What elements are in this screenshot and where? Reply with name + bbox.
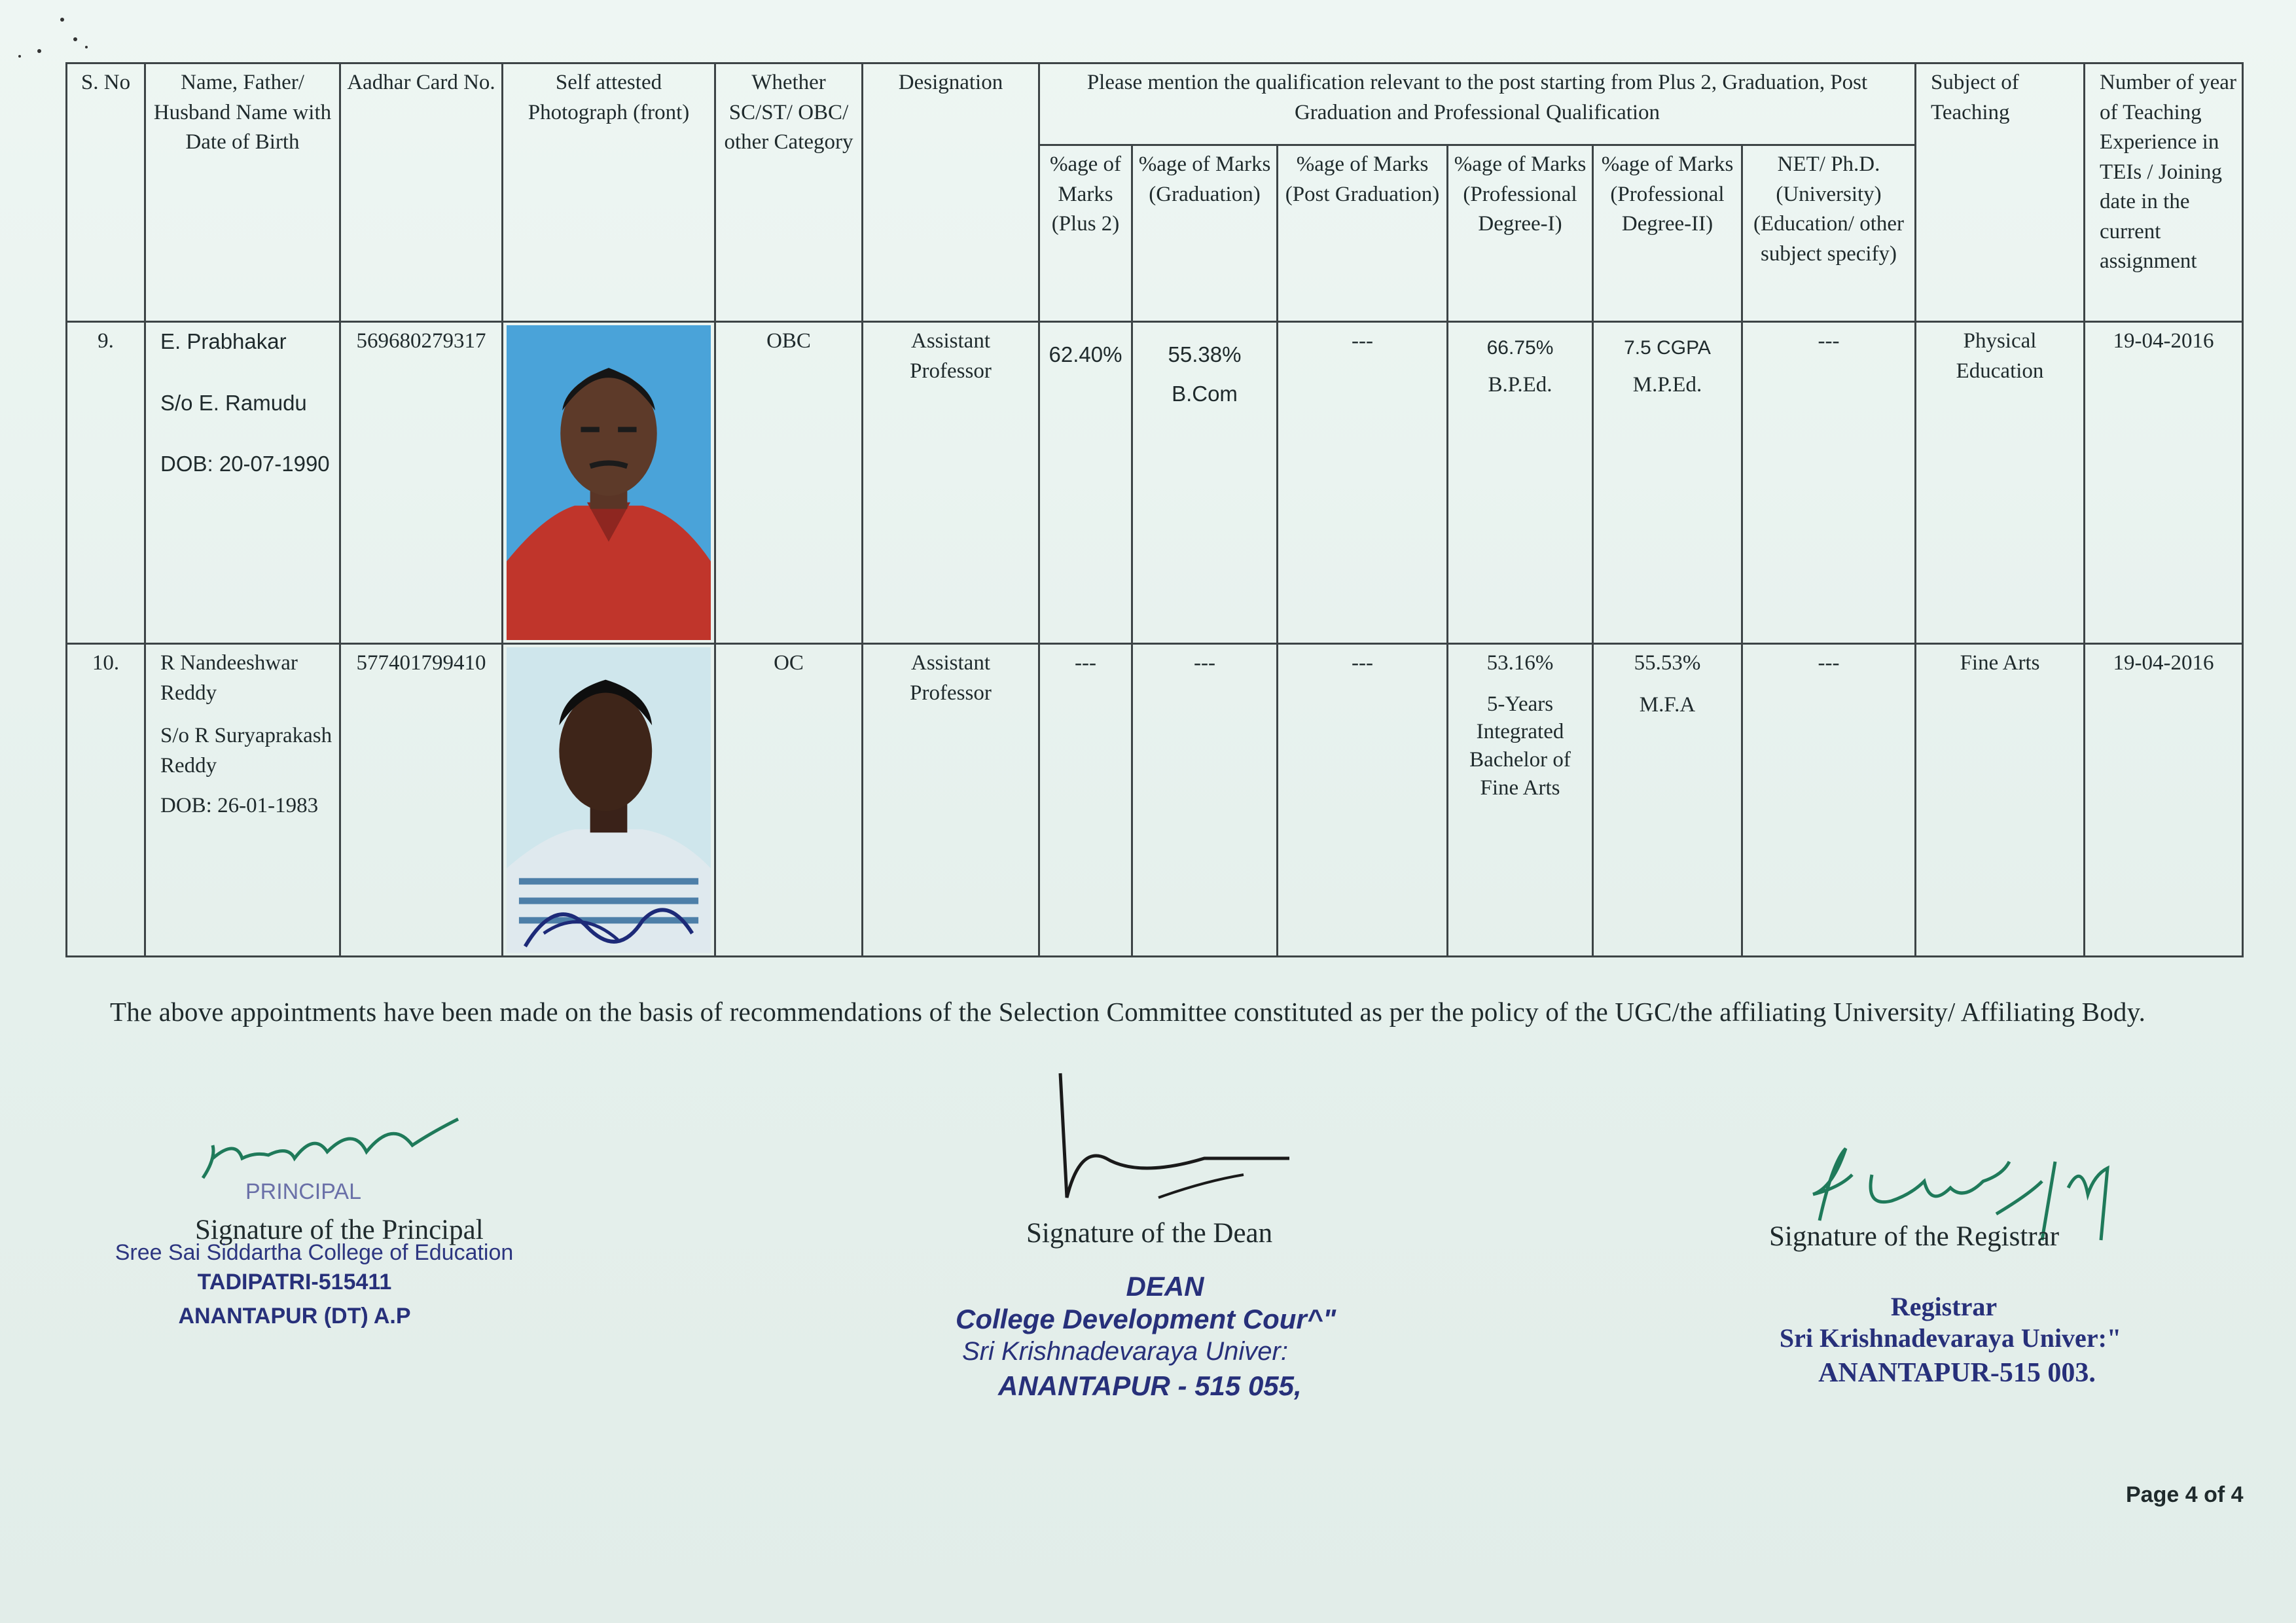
header-sno: S. No — [67, 63, 145, 322]
cell-graduation: --- — [1132, 644, 1278, 957]
principal-signature-label: Signature of the Principal — [195, 1215, 484, 1245]
cell-name — [145, 322, 340, 644]
header-designation: Designation — [863, 63, 1039, 322]
cell-designation: Assistant Professor — [863, 644, 1039, 957]
cell-name — [145, 644, 340, 957]
header-photo: Self attested Photograph (front) — [503, 63, 715, 322]
prof1-marks: 53.16% — [1486, 651, 1554, 675]
registrar-stamp-title: Registrar — [1890, 1292, 1998, 1321]
header-row — [67, 63, 2243, 145]
registrar-stamp-university: Sri Krishnadevaraya Univer:" — [1779, 1323, 2122, 1353]
date-of-birth: DOB: 20-07-1990 — [160, 452, 330, 476]
dean-stamp-university: Sri Krishnadevaraya Univer: — [962, 1337, 1288, 1366]
prof2-marks: 7.5 CGPA — [1624, 337, 1711, 359]
dean-signature-label: Signature of the Dean — [1026, 1218, 1273, 1249]
header-qualification: Please mention the qualification relevant to the post starting from Plus 2, Graduation, Post Graduation and Professional Qualification — [1039, 63, 1916, 145]
photo-prabhakar — [507, 325, 711, 640]
cell-graduation — [1132, 322, 1278, 644]
cell-designation: Assistant Professor — [863, 322, 1039, 644]
cell-aadhar: 577401799410 — [340, 644, 503, 957]
cell-photo — [503, 322, 715, 644]
prof1-degree: B.P.Ed. — [1488, 373, 1552, 397]
appointment-note: The above appointments have been made on the basis of recommendations of the Selection Committee constituted as per the policy of the UGC/the affiliating University/ Affiliating Body. — [110, 997, 2146, 1027]
cell-subject: Fine Arts — [1916, 644, 2085, 957]
cell-prof2 — [1593, 322, 1742, 644]
dean-stamp-unit: College Development Cour^" — [956, 1304, 1336, 1334]
header-graduation: %age of Marks (Graduation) — [1132, 145, 1278, 322]
cell-prof1 — [1448, 322, 1593, 644]
header-experience: Number of year of Teaching Experience in TEIs / Joining date in the current assignment — [2085, 63, 2243, 322]
prof1-degree: 5-Years Integrated Bachelor of Fine Arts — [1469, 692, 1571, 800]
principal-stamp-title: PRINCIPAL — [245, 1179, 361, 1204]
cell-subject: Physical Education — [1916, 322, 2085, 644]
table-row — [67, 644, 2243, 957]
appointment-table — [65, 62, 2244, 957]
header-name: Name, Father/ Husband Name with Date of Birth — [145, 63, 340, 322]
cell-plus2: 62.40% — [1039, 322, 1132, 644]
person-name: E. Prabhakar — [160, 329, 287, 353]
cell-prof1 — [1448, 644, 1593, 957]
graduation-marks: 55.38% — [1168, 342, 1242, 366]
header-prof1: %age of Marks (Professional Degree-I) — [1448, 145, 1593, 322]
page-number: Page 4 of 4 — [2126, 1482, 2244, 1507]
cell-net: --- — [1742, 322, 1916, 644]
header-prof2: %age of Marks (Professional Degree-II) — [1593, 145, 1742, 322]
header-subject: Subject of Teaching — [1916, 63, 2085, 322]
cell-aadhar: 569680279317 — [340, 322, 503, 644]
cell-post-graduation: --- — [1278, 322, 1448, 644]
cell-prof2 — [1593, 644, 1742, 957]
prof1-marks: 66.75% — [1486, 337, 1554, 359]
date-of-birth: DOB: 26-01-1983 — [160, 794, 319, 818]
father-name: S/o E. Ramudu — [160, 390, 307, 415]
table-row — [67, 322, 2243, 644]
prof2-marks: 55.53% — [1634, 651, 1701, 675]
person-name: R Nandeeshwar Reddy — [160, 651, 298, 705]
header-net: NET/ Ph.D. (University) (Education/ other subject specify) — [1742, 145, 1916, 322]
cell-sno: 10. — [67, 644, 145, 957]
header-category: Whether SC/ST/ OBC/ other Category — [715, 63, 863, 322]
dean-stamp-city: ANANTAPUR - 515 055, — [998, 1370, 1302, 1401]
cell-net: --- — [1742, 644, 1916, 957]
header-plus2: %age of Marks (Plus 2) — [1039, 145, 1132, 322]
registrar-stamp-city: ANANTAPUR-515 003. — [1818, 1358, 2096, 1388]
prof2-degree: M.F.A — [1639, 692, 1696, 717]
principal-stamp-district: ANANTAPUR (DT) A.P — [178, 1304, 411, 1329]
header-aadhar: Aadhar Card No. — [340, 63, 503, 322]
header-post-graduation: %age of Marks (Post Graduation) — [1278, 145, 1448, 322]
principal-stamp-town: TADIPATRI-515411 — [197, 1270, 392, 1294]
cell-photo — [503, 644, 715, 957]
dean-stamp-title: DEAN — [1126, 1271, 1204, 1302]
cell-experience: 19-04-2016 — [2085, 644, 2243, 957]
principal-stamp-college: Sree Sai Siddartha College of Education — [115, 1240, 514, 1265]
cell-sno: 9. — [67, 322, 145, 644]
cell-experience: 19-04-2016 — [2085, 322, 2243, 644]
photo-nandeeshwar — [507, 647, 711, 953]
cell-category: OBC — [715, 322, 863, 644]
cell-post-graduation: --- — [1278, 644, 1448, 957]
cell-category: OC — [715, 644, 863, 957]
dean-signature — [1047, 1067, 1309, 1211]
graduation-degree: B.Com — [1172, 381, 1238, 406]
prof2-degree: M.P.Ed. — [1632, 373, 1702, 397]
cell-plus2: --- — [1039, 644, 1132, 957]
registrar-signature-label: Signature of the Registrar — [1769, 1221, 2060, 1252]
father-name: S/o R Suryaprakash Reddy — [160, 724, 332, 777]
